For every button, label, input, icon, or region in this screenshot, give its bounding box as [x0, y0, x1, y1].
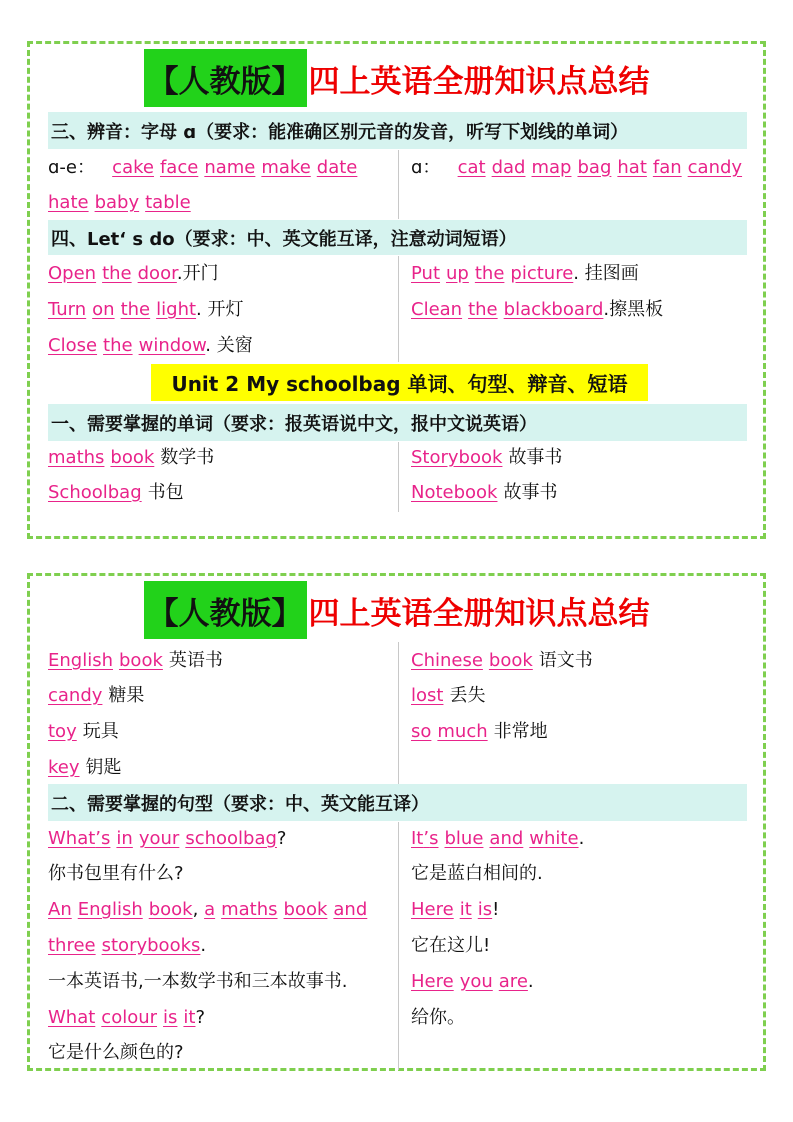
phrase-line — [48, 334, 253, 358]
word: English — [77, 899, 143, 920]
vocab-line — [411, 684, 485, 708]
unit-banner: Unit 2 My schoolbag 单词、句型、辩音、短语 — [151, 364, 648, 401]
sentence-en — [411, 898, 499, 922]
word: s — [429, 828, 439, 849]
phrase-cn: 擦黑板 — [609, 299, 664, 320]
title-main: 四上英语全册知识点总结 — [308, 595, 650, 632]
vocab-line — [411, 446, 562, 470]
word: and — [489, 828, 524, 849]
word: on — [92, 299, 115, 320]
word: ’ — [423, 828, 430, 849]
vocab-cn: 语文书 — [538, 650, 593, 671]
word: map — [531, 157, 572, 178]
word: is — [163, 1007, 178, 1028]
title-main: 四上英语全册知识点总结 — [308, 63, 650, 100]
word: Chinese — [411, 650, 483, 671]
word: book — [110, 447, 155, 468]
title-edition-label: 【人教版】 — [144, 49, 307, 107]
word: Notebook — [411, 482, 498, 503]
sentence-cn: 它在这儿! — [411, 935, 491, 956]
word: book — [119, 650, 163, 671]
ae-label: ɑ-e： — [48, 157, 95, 178]
phrase-line — [411, 298, 663, 322]
word: it — [459, 899, 472, 920]
word: English — [48, 650, 113, 671]
card-title — [30, 49, 763, 107]
word: It — [411, 828, 424, 849]
sentence-en — [411, 827, 584, 851]
section4-header: 四、Let‘ s do（要求：中、英文能互译，注意动词短语） — [48, 220, 747, 255]
word: the — [102, 263, 132, 284]
a-label: ɑ： — [411, 157, 441, 178]
word: in — [116, 828, 133, 849]
punct: ? — [276, 828, 287, 849]
vocab-cn: 丢失 — [449, 685, 486, 706]
vocab-cn: 数学书 — [160, 447, 215, 468]
word: make — [261, 157, 311, 178]
vocab-cn: 糖果 — [108, 685, 145, 706]
word: candy — [687, 157, 743, 178]
punct: . — [196, 299, 202, 320]
word: key — [48, 757, 80, 778]
vocab-header: 一、需要掌握的单词（要求：报英语说中文，报中文说英语） — [48, 404, 747, 441]
phrase-cn: 关窗 — [210, 335, 253, 356]
punct: . — [200, 935, 207, 956]
column-divider — [398, 150, 399, 219]
word: fan — [652, 157, 682, 178]
punct: . — [205, 335, 211, 356]
column-divider — [398, 642, 399, 785]
word: book — [148, 899, 193, 920]
word: Here — [411, 899, 454, 920]
word: s — [101, 828, 111, 849]
sentence-en — [48, 934, 206, 958]
summary-card-2 — [27, 573, 766, 1071]
word: Put — [411, 263, 441, 284]
vocab-cn: 书包 — [147, 482, 184, 503]
word: white — [529, 828, 579, 849]
word: the — [474, 263, 505, 284]
word: bag — [577, 157, 612, 178]
word: baby — [94, 192, 140, 213]
sentence-en — [48, 827, 286, 851]
section3-header: 三、辨音：字母 ɑ（要求：能准确区别元音的发音，听写下划线的单词） — [48, 112, 747, 149]
word: picture — [510, 263, 574, 284]
word: Here — [411, 971, 454, 992]
vocab-line — [48, 649, 223, 673]
phrase-cn: 开灯 — [201, 299, 244, 320]
word: the — [120, 299, 151, 320]
word: dad — [491, 157, 526, 178]
sentence-cn: 给你。 — [411, 1007, 465, 1028]
word: you — [459, 971, 493, 992]
sentence-en — [48, 898, 373, 922]
column-divider — [398, 822, 399, 1070]
column-divider — [398, 256, 399, 362]
word: blue — [444, 828, 484, 849]
word: so — [411, 721, 432, 742]
word: hat — [617, 157, 647, 178]
word: blackboard — [503, 299, 604, 320]
sentence-cn: 它是蓝白相间的. — [411, 863, 543, 884]
vocab-cn: 故事书 — [508, 447, 563, 468]
word: the — [468, 299, 498, 320]
word: lost — [411, 685, 444, 706]
punct: . — [527, 971, 534, 992]
word: much — [437, 721, 488, 742]
punct: . — [573, 263, 580, 284]
title-edition-label: 【人教版】 — [144, 581, 307, 639]
word: face — [159, 157, 199, 178]
phrase-cn: 开门 — [182, 263, 219, 284]
punct: , — [192, 899, 199, 920]
word: your — [138, 828, 180, 849]
vocab-line — [48, 684, 144, 708]
a-words-line — [411, 156, 748, 180]
word: date — [316, 157, 358, 178]
sentence-header: 二、需要掌握的句型（要求：中、英文能互译） — [48, 784, 747, 821]
word: What — [48, 1007, 96, 1028]
word: three — [48, 935, 96, 956]
summary-card-1 — [27, 41, 766, 539]
word: maths — [48, 447, 105, 468]
card-title — [30, 581, 763, 639]
word: are — [498, 971, 528, 992]
word: cake — [112, 157, 154, 178]
vocab-cn: 玩具 — [82, 721, 119, 742]
word: storybooks — [101, 935, 201, 956]
word: the — [103, 335, 133, 356]
word: toy — [48, 721, 77, 742]
punct: . — [578, 828, 585, 849]
punct: ? — [195, 1007, 206, 1028]
vocab-line — [48, 720, 119, 744]
ae-words-line-2 — [48, 191, 197, 215]
word: hate — [48, 192, 89, 213]
word: Clean — [411, 299, 463, 320]
vocab-cn: 故事书 — [503, 482, 558, 503]
column-divider — [398, 442, 399, 512]
vocab-line — [48, 481, 184, 505]
sentence-en — [48, 1006, 205, 1030]
sentence-cn: 它是什么颜色的? — [48, 1042, 184, 1063]
word: What — [48, 828, 96, 849]
word: candy — [48, 685, 103, 706]
word: maths — [221, 899, 278, 920]
word: Turn — [48, 299, 87, 320]
word: light — [156, 299, 197, 320]
punct: . — [603, 299, 610, 320]
word: Open — [48, 263, 97, 284]
sentence-cn: 一本英语书,一本数学书和三本故事书. — [48, 971, 348, 992]
word: up — [446, 263, 469, 284]
word: door — [137, 263, 177, 284]
phrase-cn: 挂图画 — [579, 263, 639, 284]
word: cat — [457, 157, 486, 178]
word: Storybook — [411, 447, 503, 468]
word: window — [138, 335, 206, 356]
word: table — [145, 192, 191, 213]
vocab-cn: 英语书 — [168, 650, 223, 671]
word: ’ — [95, 828, 102, 849]
word: is — [477, 899, 493, 920]
vocab-line — [411, 649, 593, 673]
word: An — [48, 899, 72, 920]
word: a — [204, 899, 216, 920]
word: book — [488, 650, 533, 671]
word: schoolbag — [185, 828, 277, 849]
vocab-cn: 钥匙 — [85, 757, 122, 778]
vocab-line — [411, 481, 557, 505]
phrase-line — [48, 298, 244, 322]
word: it — [183, 1007, 196, 1028]
sentence-cn: 你书包里有什么? — [48, 863, 184, 884]
ae-words-line — [48, 156, 363, 180]
sentence-en — [411, 970, 534, 994]
word: Close — [48, 335, 98, 356]
word: colour — [101, 1007, 158, 1028]
vocab-line — [48, 446, 214, 470]
word: and — [333, 899, 368, 920]
word: book — [283, 899, 328, 920]
vocab-line — [48, 756, 122, 780]
word: Schoolbag — [48, 482, 142, 503]
punct: ! — [492, 899, 500, 920]
punct: . — [176, 263, 183, 284]
word: name — [204, 157, 256, 178]
vocab-cn: 非常地 — [493, 721, 548, 742]
phrase-line — [48, 262, 219, 286]
vocab-line — [411, 720, 548, 744]
phrase-line — [411, 262, 639, 286]
